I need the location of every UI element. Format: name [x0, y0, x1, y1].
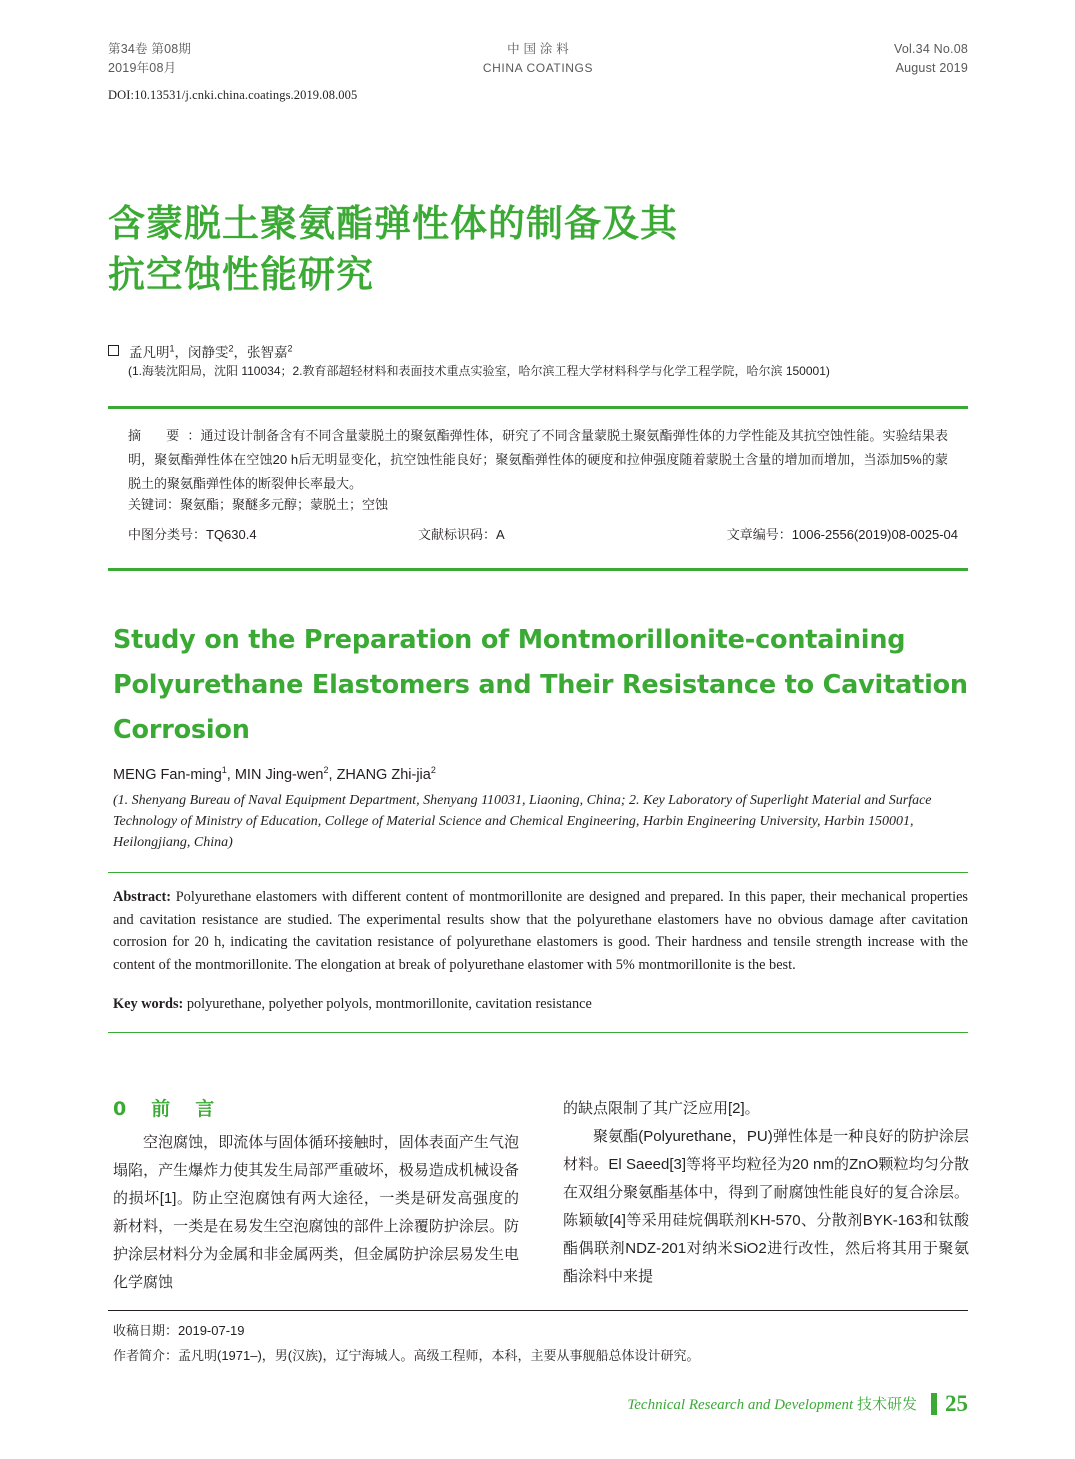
page-footer [108, 1392, 968, 1415]
abstract-cn [128, 424, 948, 496]
page-title-cn-line1: 含蒙脱土聚氨酯弹性体的制备及其 [108, 202, 678, 245]
square-bullet-icon [108, 345, 119, 356]
running-head-journal [408, 40, 668, 78]
page-title-en [113, 618, 983, 753]
affiliation-cn: (1.海装沈阳局，沈阳 110034；2.教育部超轻材料和表面技术重点实验室，哈尔滨工程大学材料科学与化学工程学院，哈尔滨 150001) [128, 364, 830, 378]
clc-number: 中图分类号：TQ630.4 [128, 527, 257, 542]
page-number: 25 [945, 1391, 968, 1416]
divider-abstract-en-bottom [108, 1032, 968, 1033]
volume-issue-en: Vol.34 No.08 [894, 42, 968, 56]
author-bio: 作者简介：孟凡明(1971–)，男(汉族)，辽宁海城人。高级工程师，本科，主要从事舰船总体设计研究。 [113, 1348, 700, 1363]
section-heading: 0 前 言 [113, 1098, 218, 1120]
body-column-left [113, 1095, 519, 1297]
body-columns [113, 1095, 969, 1297]
divider-top [108, 406, 968, 409]
keywords-en [113, 993, 968, 1015]
abstract-en-text: Polyurethane elastomers with different content of montmorillonite are designed and prepared. In this paper, their mechanical properties and cavitation resistance are studied. The experimental results show that the polyurethane elastomers have no obvious damage after cavitation corrosion for 20 h, indicating the cavitation resistance of polyurethane elastomers is good. Their hardness and tensile strength increase with the content of the montmorillonite. The elongation at break of polyurethane elastomer with 5% montmorillonite is the best. [113, 889, 968, 973]
body-paragraph: 的缺点限制了其广泛应用[2]。 [563, 1100, 760, 1117]
abstract-cn-label: 摘 要 [128, 428, 186, 443]
page-title-en-line1: Study on the Preparation of Montmorillonite-containing [113, 625, 906, 655]
page-title-cn [108, 198, 968, 300]
affiliation-en: (1. Shenyang Bureau of Naval Equipment Department, Shenyang 110031, Liaoning, China; 2. Key Laboratory of Superlight Material and Surface Technology of Ministry of Education, College of Material Science and Chemical Engineering, Harbin Engineering University, Harbin 150001, Heilongjiang, China) [113, 793, 932, 850]
body-paragraph: 聚氨酯(Polyurethane，PU)弹性体是一种良好的防护涂层材料。El Saeed[3]等将平均粒径为20 nm的ZnO颗粒均匀分散在双组分聚氨酯基体中，得到了耐腐蚀性能良好的复合涂层。陈颖敏[4]等采用硅烷偶联剂KH-570、分散剂BYK-163和钛酸酯偶联剂NDZ-201对纳米SiO2进行改性，然后将其用于聚氨酯涂料中来提 [563, 1128, 969, 1285]
divider-mid [108, 568, 968, 571]
keywords-en-text: polyurethane, polyether polyols, montmorillonite, cavitation resistance [183, 996, 592, 1012]
journal-name-cn: 中 国 涂 料 [507, 42, 569, 56]
abstract-en-label: Abstract: [113, 889, 171, 905]
abstract-cn-text: ：通过设计制备含有不同含量蒙脱土的聚氨酯弹性体，研究了不同含量蒙脱土聚氨酯弹性体的力学性能及其抗空蚀性能。实验结果表明，聚氨酯弹性体在空蚀20 h后无明显变化，抗空蚀性能良好；聚氨酯弹性体的硬度和拉伸强度随着蒙脱土含量的增加而增加，当添加5%的蒙脱土的聚氨酯弹性体的断裂伸长率最大。 [128, 428, 948, 491]
footer-section-label-en: Technical Research and Development [627, 1397, 857, 1413]
footer-section-label [627, 1393, 917, 1414]
authors-cn [108, 338, 968, 363]
issue-date-cn: 2019年08月 [108, 61, 177, 75]
running-head-left [108, 40, 328, 78]
doi-text: DOI:10.13531/j.cnki.china.coatings.2019.08.005 [108, 88, 358, 102]
divider-abstract-en-top [108, 872, 968, 873]
running-head-right [748, 40, 968, 78]
authors-cn-names: 孟凡明$^1$，闵静雯$^2$，张智嘉$^2$ [129, 343, 293, 360]
article-number: 文章编号：1006-2556(2019)08-0025-04 [726, 527, 958, 542]
abstract-en [113, 886, 968, 976]
footer-tick-marker [931, 1393, 937, 1415]
page-title-cn-line2: 抗空蚀性能研究 [108, 253, 374, 296]
journal-name-en: CHINA COATINGS [482, 61, 594, 75]
footer-section-label-cn: 技术研发 [856, 1395, 917, 1413]
page-title-en-line3: Corrosion [113, 715, 250, 745]
footnotes [113, 1318, 973, 1368]
body-paragraph: 空泡腐蚀，即流体与固体循环接触时，固体表面产生气泡塌陷，产生爆炸力使其发生局部严重破坏，极易造成机械设备的损坏[1]。防止空泡腐蚀有两大途径，一类是研发高强度的新材料，一类是在易发生空泡腐蚀的部件上涂覆防护涂层。防护涂层材料分为金属和非金属两类，但金属防护涂层易发生电化学腐蚀 [113, 1134, 519, 1291]
authors-en: MENG Fan-ming$^1$, MIN Jing-wen$^2$, ZHANG Zhi-jia$^2$ [113, 765, 436, 783]
issue-date-en: August 2019 [895, 61, 968, 75]
keywords-cn: 关键词：聚氨酯；聚醚多元醇；蒙脱土；空蚀 [128, 497, 389, 512]
received-date: 收稿日期：2019-07-19 [113, 1323, 245, 1338]
page-title-en-line2: Polyurethane Elastomers and Their Resistance to Cavitation [113, 670, 968, 700]
running-head [108, 40, 968, 78]
keywords-en-label: Key words: [113, 996, 184, 1012]
footnote-divider [108, 1310, 968, 1311]
article-meta-cn [128, 524, 958, 543]
volume-issue: 第34卷 第08期 [108, 42, 192, 56]
body-column-right [563, 1095, 969, 1297]
document-code: 文献标识码：A [418, 527, 505, 542]
